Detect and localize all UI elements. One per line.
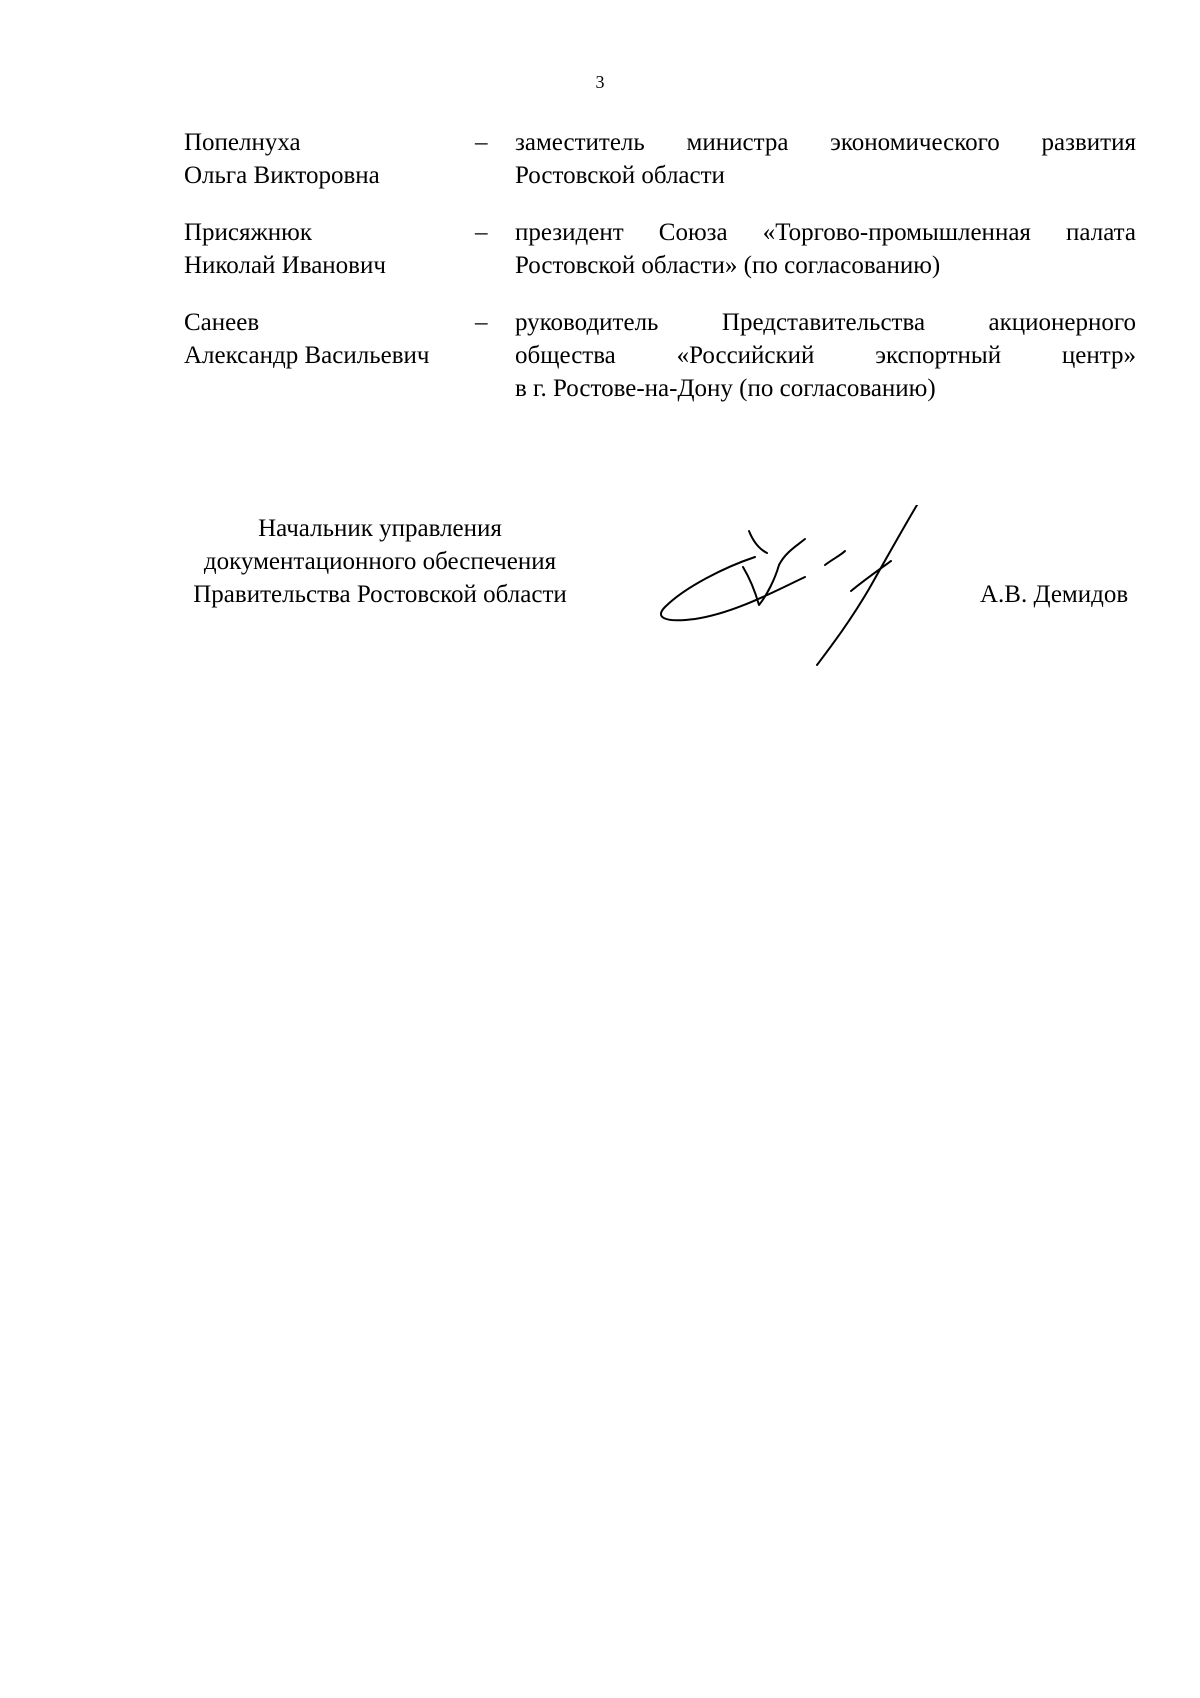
member-surname: Санеев <box>184 309 260 336</box>
member-role-line: руководитель Представительства акционерного <box>515 309 1136 336</box>
signoff-title-line: Начальник управления <box>258 515 502 542</box>
member-name <box>184 306 475 372</box>
member-role-line: заместитель министра экономического развития <box>515 129 1136 156</box>
member-dash: – <box>475 129 488 156</box>
member-entry <box>184 216 1136 282</box>
page-number: 3 <box>595 72 605 92</box>
member-role-line: президент Союза «Торгово-промышленная палата <box>515 219 1136 246</box>
member-role <box>515 216 1136 282</box>
member-role <box>515 126 1136 192</box>
member-given-name: Николай Иванович <box>184 252 386 279</box>
signature-stroke <box>817 505 917 665</box>
members-list <box>184 126 1136 429</box>
member-role-line: в г. Ростове-на-Дону (по согласованию) <box>515 375 936 402</box>
signature-stroke <box>825 551 845 565</box>
member-surname: Присяжнюк <box>184 219 313 246</box>
signer-name: А.В. Демидов <box>980 581 1129 608</box>
member-entry <box>184 306 1136 405</box>
signature-stroke <box>749 531 767 553</box>
member-surname: Попелнуха <box>184 129 301 156</box>
member-entry <box>184 126 1136 192</box>
member-role-line: Ростовской области» (по согласованию) <box>515 252 941 279</box>
member-role-line: Ростовской области <box>515 162 725 189</box>
member-role <box>515 306 1136 405</box>
member-role-line: общества «Российский экспортный центр» <box>515 342 1136 369</box>
member-dash: – <box>475 219 488 246</box>
signature-stroke <box>661 557 805 620</box>
member-name <box>184 126 475 192</box>
signoff-title <box>160 512 600 611</box>
member-dash: – <box>475 309 488 336</box>
signoff-title-line: документационного обеспечения <box>203 548 557 575</box>
signoff-title-line: Правительства Ростовской области <box>193 581 567 608</box>
member-given-name: Ольга Викторовна <box>184 162 380 189</box>
handwritten-signature <box>655 505 955 670</box>
signature-stroke <box>743 539 805 605</box>
member-given-name: Александр Васильевич <box>184 342 430 369</box>
member-name <box>184 216 475 282</box>
